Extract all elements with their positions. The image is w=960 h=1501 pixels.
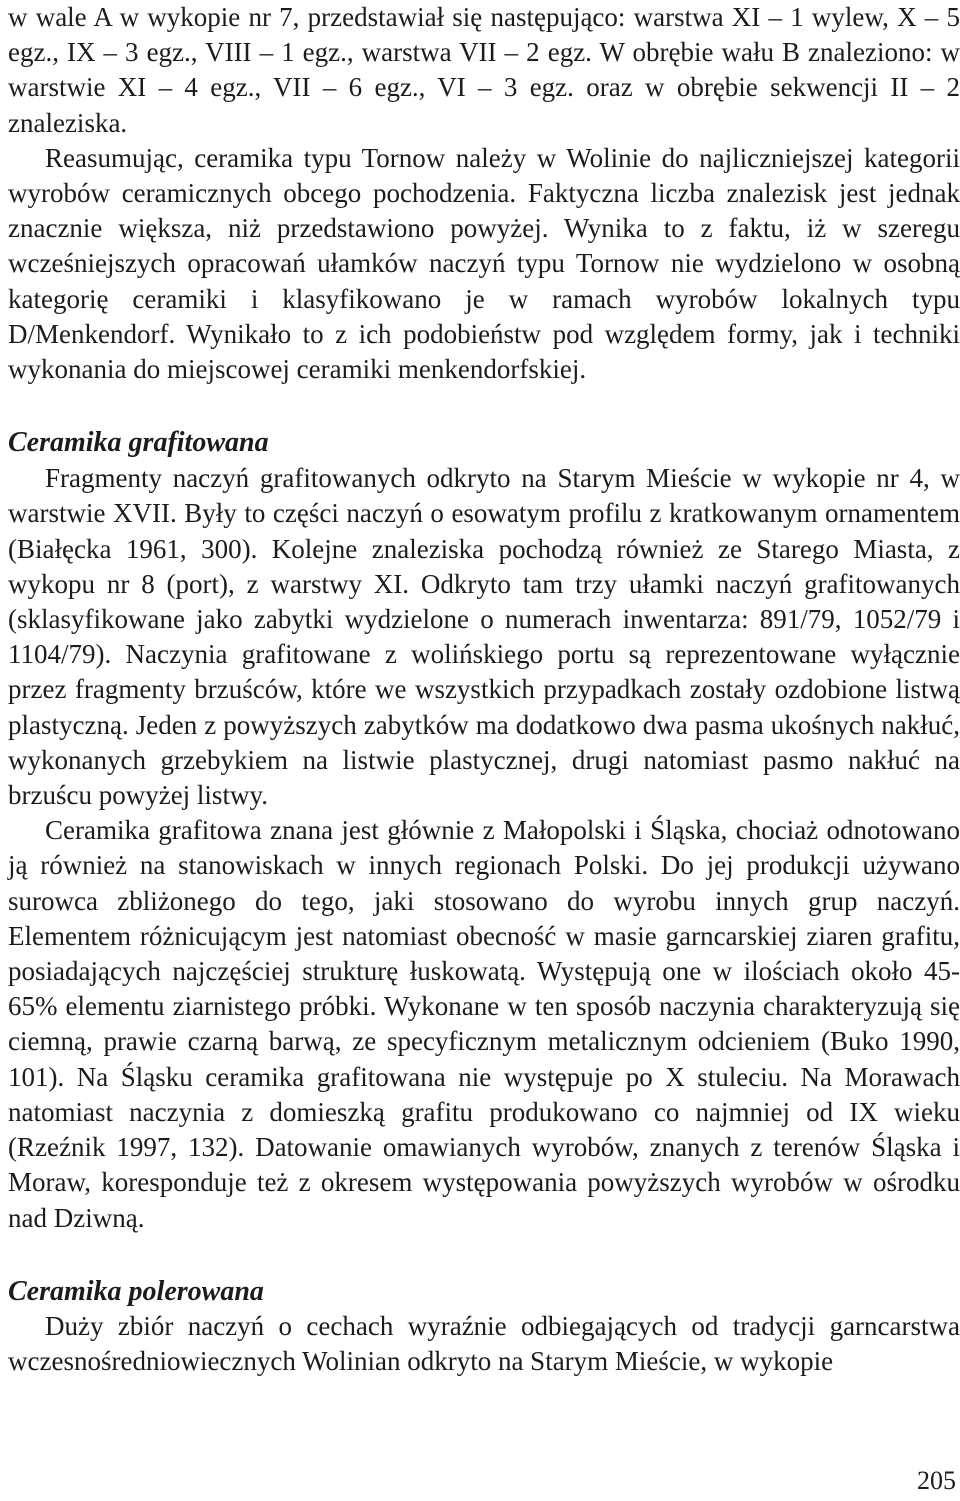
paragraph-polerowana-1: Duży zbiór naczyń o cechach wyraźnie odbiegających od tradycji garncarstwa wczesnośredniowiecznych Wolinian odkryto na Starym Mieście, w wykopie [8,1310,960,1376]
section-heading-polerowana: Ceramika polerowana [8,1275,264,1307]
paragraph-grafitowana-2: Ceramika grafitowa znana jest głównie z Małopolski i Śląska, chociaż odnotowano ją również na stanowiskach w innych regionach Polski. Do jej produkcji używano surowca zbliżonego do tego, jaki stosowano do wyrobu innych grup naczyń. Elementem różnicującym jest natomiast obecność w masie garncarskiej ziaren grafitu, posiadających najczęściej strukturę łuskowatą. Występują one w ilościach około 45-65% elementu ziarnistego próbki. Wykonane w ten sposób naczynia charakteryzują się ciemną, prawie czarną barwą, ze specyficznym metalicznym odcieniem (Buko 1990, 101). Na Śląsku ceramika grafitowana nie występuje po X stuleciu. Na Morawach natomiast naczynia z domieszką grafitu produkowano co najmniej od IX wieku (Rzeźnik 1997, 132). Datowanie omawianych wyrobów, znanych z terenów Śląska i Moraw, koresponduje też z okresem występowania powyższych wyrobów w ośrodku nad Dziwną. [8,815,960,1233]
paragraph-intro-continuation: w wale A w wykopie nr 7, przedstawiał się następująco: warstwa XI – 1 wylew, X – 5 egz., IX – 3 egz., VIII – 1 egz., warstwa VII – 2 egz. W obrębie wału B znaleziono: w warstwie XI – 4 egz., VII – 6 egz., VI – 3 egz. oraz w obrębie sekwencji II – 2 znaleziska. [8,2,960,138]
page-number: 205 [917,1466,956,1495]
paragraph-grafitowana-1: Fragmenty naczyń grafitowanych odkryto na Starym Mieście w wykopie nr 4, w warstwie XVII. Były to części naczyń o esowatym profilu z kratkowanym ornamentem (Białęcka 1961, 300). Kolejne znaleziska pochodzą również ze Starego Miasta, z wykopu nr 8 (port), z warstwy XI. Odkryto tam trzy ułamki naczyń grafitowanych (sklasyfikowane jako zabytki wydzielone o numerach inwentarza: 891/79, 1052/79 i 1104/79). Naczynia grafitowane z wolińskiego portu są reprezentowane wyłącznie przez fragmenty brzuśców, które we wszystkich przypadkach zostały ozdobione listwą plastyczną. Jeden z powyższych zabytków ma dodatkowo dwa pasma ukośnych nakłuć, wykonanych grzebykiem na listwie plastycznej, drugi natomiast pasmo nakłuć na brzuścu powyżej listwy. [8,463,960,811]
section-heading-grafitowana: Ceramika grafitowana [8,427,269,459]
paragraph-tornow-summary: Reasumując, ceramika typu Tornow należy w Wolinie do najliczniejszej kategorii wyrobów ceramicznych obcego pochodzenia. Faktyczna liczba znalezisk jest jednak znacznie większa, niż przedstawiono powyżej. Wynika to z faktu, iż w szeregu wcześniejszych opracowań ułamków naczyń typu Tornow nie wydzielono w osobną kategorię ceramiki i klasyfikowano je w ramach wyrobów lokalnych typu D/Menkendorf. Wynikało to z ich podobieństw pod względem formy, jak i techniki wykonania do miejscowej ceramiki menkendorfskiej. [8,142,960,385]
document-page [8,0,960,1379]
